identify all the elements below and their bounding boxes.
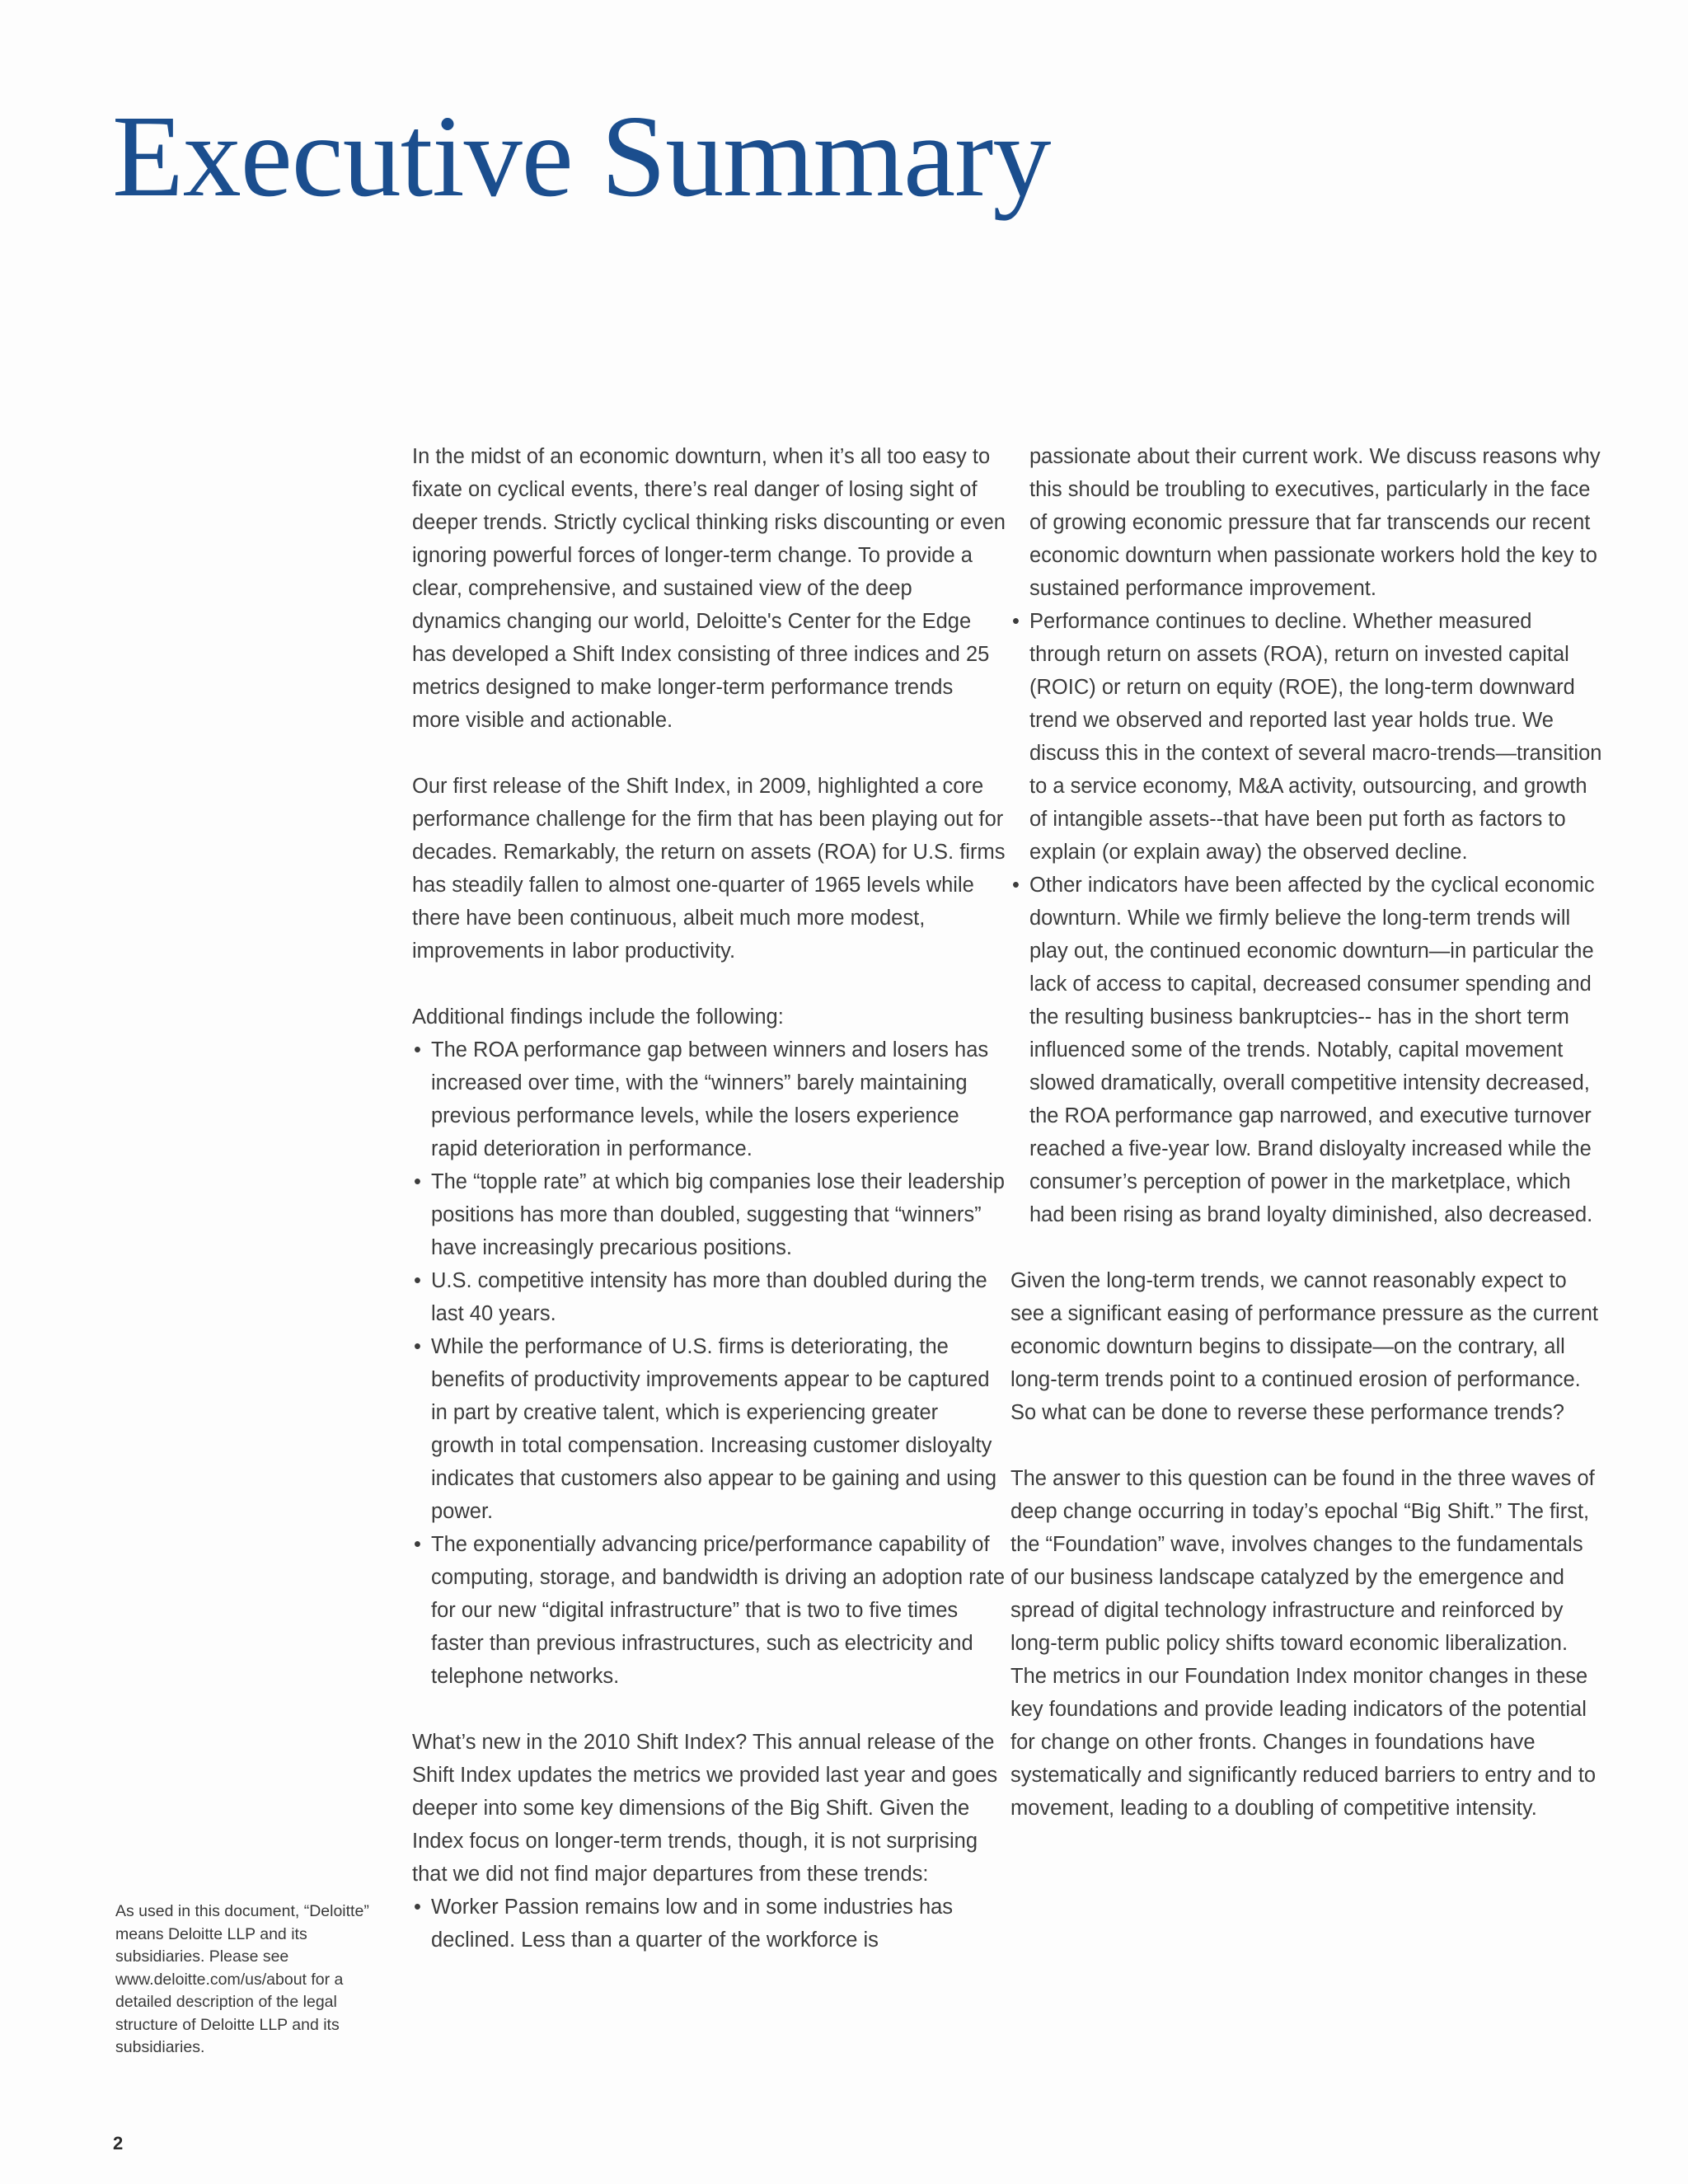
whats-new-paragraph: What’s new in the 2010 Shift Index? This annual release of the Shift Index updates the metrics we provided last year and goes deeper into some key dimensions of the Big Shift. Given the Index focus on longer-term trends, though, it is not surprising that we did not find major departures from these trends: — [412, 1731, 998, 1886]
long-term-trends-paragraph: Given the long-term trends, we cannot reasonably expect to see a significant easing of performance pressure as the current economic downturn begins to dissipate—on the contrary, all long-term trends point to a continued erosion of performance. So what can be done to reverse these performance trends? — [1010, 1269, 1598, 1424]
intro-paragraph: In the midst of an economic downturn, when it’s all too easy to fixate on cyclical events, there’s real danger of losing sight of deeper trends. Strictly cyclical thinking risks discounting or even ignoring powerful forces of longer-term change. To provide a clear, comprehensive, and sustained view of the deep dynamics changing our world, Deloitte's Center for the Edge has developed a Shift Index consisting of three indices and 25 metrics designed to make longer-term performance trends more visible and actionable. — [412, 445, 1006, 732]
list-item — [412, 1165, 1006, 1264]
footnote: As used in this document, “Deloitte” means Deloitte LLP and its subsidiaries. Please see www.deloitte.com/us/about for a detailed description of the legal structure of Deloitte LLP and its subsidiaries. — [115, 1902, 369, 2056]
list-item-text: Performance continues to decline. Whether measured through return on assets (ROA), return on invested capital (ROIC) or return on equity (ROE), the long-term downward trend we observed and reported last year holds true. We discuss this in the context of several macro-trends—transition to a service economy, M&A activity, outsourcing, and growth of intangible assets--that have been put forth as factors to explain (or explain away) the observed decline. — [1029, 610, 1602, 864]
list-item — [412, 1891, 1006, 1957]
list-item-text: Other indicators have been affected by the cyclical economic downturn. While we firmly believe the long-term trends will play out, the continued economic downturn—in particular the lack of access to capital, decreased consumer spending and the resulting business bankruptcies-- has in the short term influenced some of the trends. Notably, capital movement slowed dramatically, overall competitive intensity decreased, the ROA performance gap narrowed, and executive turnover reached a five-year low. Brand disloyalty increased while the consumer’s perception of power in the marketplace, which had been rising as brand loyalty diminished, also decreased. — [1029, 874, 1595, 1226]
bullet-icon: • — [414, 1896, 421, 1919]
findings-list — [412, 1033, 1006, 1693]
bullet-icon: • — [414, 1533, 421, 1556]
list-item — [412, 1528, 1006, 1693]
list-item — [412, 1033, 1006, 1165]
list-item-text: The “topple rate” at which big companies lose their leadership positions has more than doubled, suggesting that “winners” have increasingly precarious positions. — [431, 1170, 1005, 1259]
list-item-text: The exponentially advancing price/performance capability of computing, storage, and bandwidth is driving an adoption rate for our new “digital infrastructure” that is two to five times faster than previous infrastructures, such as electricity and telephone networks. — [431, 1533, 1006, 1688]
bullet-icon: • — [1012, 610, 1020, 633]
big-shift-paragraph: The answer to this question can be found in the three waves of deep change occurring in today’s epochal “Big Shift.” The first, the “Foundation” wave, involves changes to the fundamentals of our business landscape catalyzed by the emergence and spread of digital technology infrastructure and reinforced by long-term public policy shifts toward economic liberalization. The metrics in our Foundation Index monitor changes in these key foundations and provide leading indicators of the potential for change on other fronts. Changes in foundations have systematically and significantly reduced barriers to entry and to movement, leading to a doubling of competitive intensity. — [1010, 1467, 1597, 1820]
bullet-icon: • — [414, 1269, 421, 1292]
findings-intro: Additional findings include the following: — [412, 1005, 784, 1029]
list-item — [1010, 605, 1604, 869]
list-item-text: Worker Passion remains low and in some industries has declined. Less than a quarter of the workforce is — [431, 1896, 954, 1952]
list-item-text: While the performance of U.S. firms is deteriorating, the benefits of productivity improvements appear to be captured in part by creative talent, which is experiencing greater growth in total compensation. Increasing customer disloyalty indicates that customers also appear to be gaining and using power. — [431, 1335, 997, 1523]
bullet-icon: • — [414, 1170, 421, 1193]
new-findings-list-continued — [1010, 605, 1604, 1231]
bullet-icon: • — [1012, 874, 1020, 897]
new-findings-list — [412, 1891, 1006, 1957]
list-item — [412, 1264, 1006, 1330]
list-item — [412, 1330, 1006, 1528]
page-title: Executive Summary — [112, 91, 1051, 221]
bullet-continuation: passionate about their current work. We discuss reasons why this should be troubling to executives, particularly in the face of growing economic pressure that far transcends our recent economic downturn when passionate workers hold the key to sustained performance improvement. — [1029, 445, 1601, 600]
list-item-text: U.S. competitive intensity has more than doubled during the last 40 years. — [431, 1269, 987, 1325]
first-release-paragraph: Our first release of the Shift Index, in 2009, highlighted a core performance challenge for the firm that has been playing out for decades. Remarkably, the return on assets (ROA) for U.S. firms has steadily fallen to almost one-quarter of 1965 levels while there have been continuous, albeit much more modest, improvements in labor productivity. — [412, 775, 1006, 963]
bullet-icon: • — [414, 1038, 421, 1062]
right-column — [1010, 440, 1604, 1825]
list-item — [1010, 869, 1604, 1231]
bullet-icon: • — [414, 1335, 421, 1358]
list-item-text: The ROA performance gap between winners and losers has increased over time, with the “winners” barely maintaining previous performance levels, while the losers experience rapid deterioration in performance. — [431, 1038, 989, 1160]
page-number: 2 — [113, 2133, 124, 2154]
left-column — [412, 440, 1006, 1957]
